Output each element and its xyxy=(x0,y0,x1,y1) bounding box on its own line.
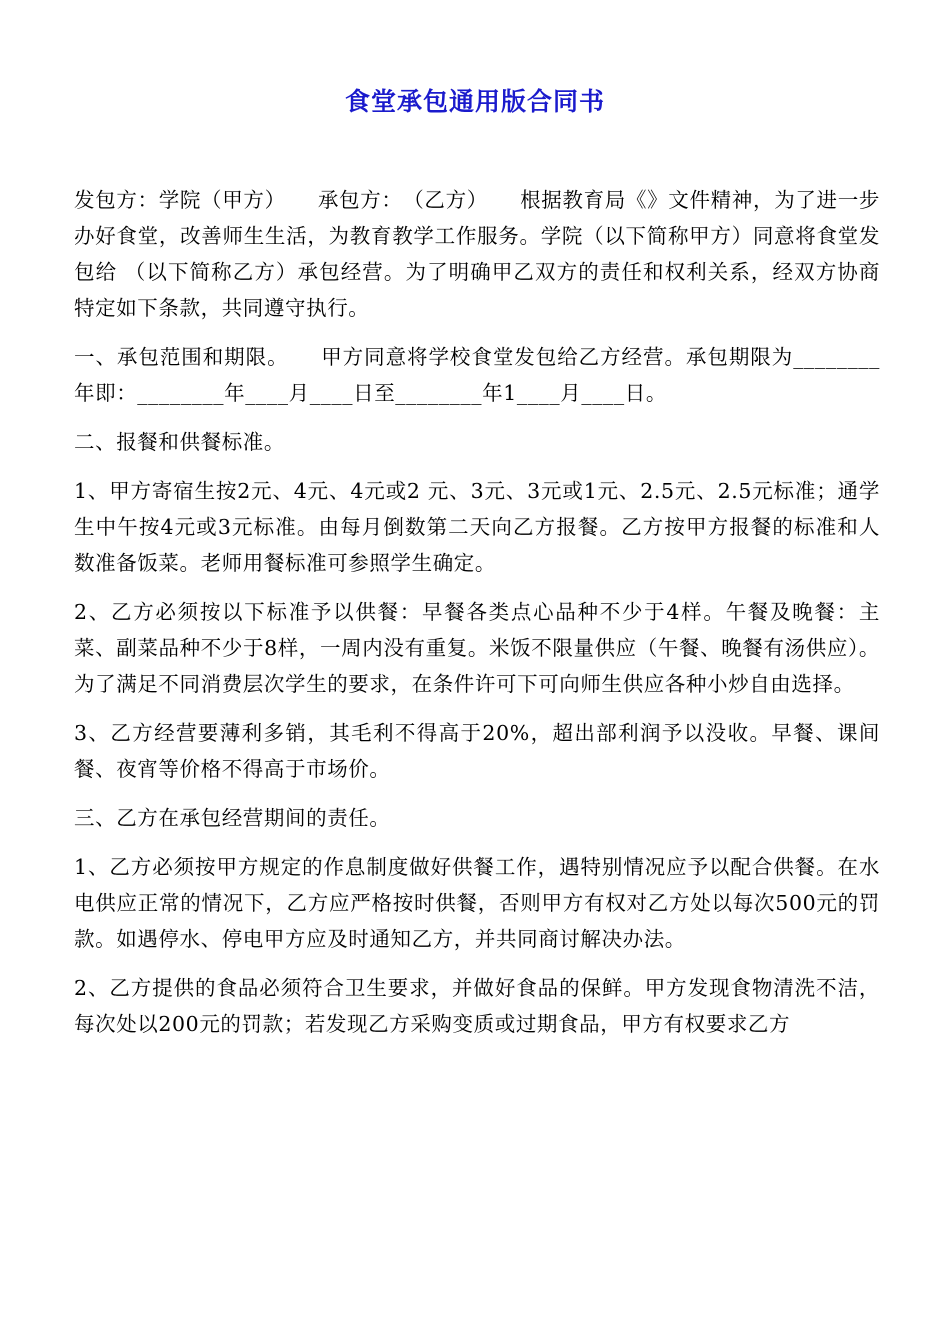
paragraph-section-3-item-2: 2、乙方提供的食品必须符合卫生要求，并做好食品的保鲜。甲方发现食物清洗不洁，每次处以200元的罚款；若发现乙方采购变质或过期食品，甲方有权要求乙方 xyxy=(74,976,880,1036)
heading-section-3: 三、乙方在承包经营期间的责任。 xyxy=(74,806,391,830)
paragraph-section-3-item-1: 1、乙方必须按甲方规定的作息制度做好供餐工作，遇特别情况应予以配合供餐。在水电供应正常的情况下，乙方应严格按时供餐，否则甲方有权对乙方处以每次500元的罚款。如遇停水、停电甲方应及时通知乙方，并共同商讨解决办法。 xyxy=(74,855,880,951)
paragraph-section-2-item-2: 2、乙方必须按以下标准予以供餐：早餐各类点心品种不少于4样。午餐及晚餐：主菜、副菜品种不少于8样，一周内没有重复。米饭不限量供应（午餐、晚餐有汤供应）。为了满足不同消费层次学生的要求，在条件许可下可向师生供应各种小炒自由选择。 xyxy=(74,600,880,696)
paragraph-intro: 发包方：学院（甲方） 承包方： （乙方） 根据教育局《》文件精神，为了进一步办好食堂，改善师生生活，为教育教学工作服务。学院（以下简称甲方）同意将食堂发包给 （以下简称乙方）承包经营。为了明确甲乙双方的责任和权利关系，经双方协商特定如下条款，共同遵守执行。 xyxy=(74,188,880,320)
paragraph-section-2-item-3: 3、乙方经营要薄利多销，其毛利不得高于20%，超出部利润予以没收。早餐、课间餐、夜宵等价格不得高于市场价。 xyxy=(74,721,880,781)
paragraph-section-2-item-1: 1、甲方寄宿生按2元、4元、4元或2 元、3元、3元或1元、2.5元、2.5元标准；通学生中午按4元或3元标准。由每月倒数第二天向乙方报餐。乙方按甲方报餐的标准和人数准备饭菜。老师用餐标准可参照学生确定。 xyxy=(74,479,880,575)
heading-section-2: 二、报餐和供餐标准。 xyxy=(74,430,285,454)
document-title: 食堂承包通用版合同书 xyxy=(344,87,605,116)
document-body xyxy=(74,182,880,1055)
paragraph-section-1: 一、承包范围和期限。 甲方同意将学校食堂发包给乙方经营。承包期限为________年即：________年____月____日至________年1____月____日。 xyxy=(74,345,880,405)
